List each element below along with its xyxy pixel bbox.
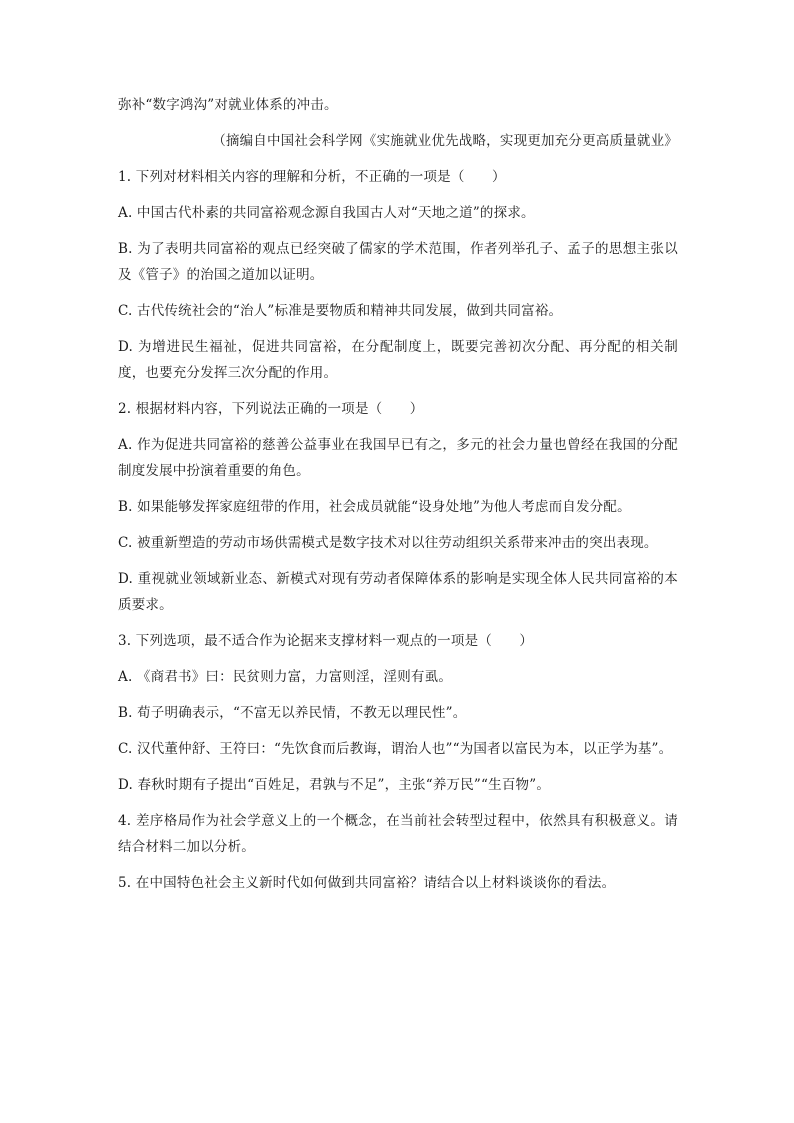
option-b: B. 如果能够发挥家庭纽带的作用，社会成员就能“设身处地”为他人考虑而自发分配。 <box>118 499 631 515</box>
option-b: B. 荀子明确表示，“不富无以养民情，不教无以理民性”。 <box>118 705 467 721</box>
option-d: D. 春秋时期有子提出“百姓足，君孰与不足”，主张“养万民”“生百物”。 <box>118 777 551 793</box>
question-1 <box>118 164 678 386</box>
question-stem: 5. 在中国特色社会主义新时代如何做到共同富裕？请结合以上材料谈谈你的看法。 <box>118 875 616 891</box>
option-d: D. 重视就业领域新业态、新模式对现有劳动者保障体系的影响是实现全体人民共同富裕的本质要求。 <box>118 571 678 613</box>
document-page <box>118 92 678 906</box>
option-a: A. 中国古代朴素的共同富裕观念源自我国古人对“天地之道”的探求。 <box>118 205 535 221</box>
option-c: C. 古代传统社会的“治人”标准是要物质和精神共同发展，做到共同富裕。 <box>118 303 563 319</box>
question-3 <box>118 628 678 798</box>
question-4 <box>118 808 678 860</box>
option-c: C. 被重新塑造的劳动市场供需模式是数字技术对以往劳动组织关系带来冲击的突出表现。 <box>118 535 658 551</box>
question-stem: 4. 差序格局作为社会学意义上的一个概念，在当前社会转型过程中，依然具有积极意义。请结合材料二加以分析。 <box>118 813 678 855</box>
question-stem: 3. 下列选项，最不适合作为论据来支撑材料一观点的一项是（ ） <box>118 633 534 649</box>
option-b: B. 为了表明共同富裕的观点已经突破了儒家的学术范围，作者列举孔子、孟子的思想主张以及《管子》的治国之道加以证明。 <box>118 241 678 283</box>
source-citation: （摘编自中国社会科学网《实施就业优先战略，实现更加充分更高质量就业》 <box>212 133 678 149</box>
question-stem: 1. 下列对材料相关内容的理解和分析，不正确的一项是（ ） <box>118 169 506 185</box>
option-d: D. 为增进民生福祉，促进共同富裕，在分配制度上，既要完善初次分配、再分配的相关制度，也要充分发挥三次分配的作用。 <box>118 339 678 381</box>
option-c: C. 汉代董仲舒、王符曰：“先饮食而后教诲，谓治人也”“为国者以富民为本，以正学为基”。 <box>118 741 673 757</box>
question-stem: 2. 根据材料内容，下列说法正确的一项是（ ） <box>118 401 424 417</box>
question-5 <box>118 870 678 896</box>
option-a: A. 作为促进共同富裕的慈善公益事业在我国早已有之，多元的社会力量也曾经在我国的分配制度发展中扮演着重要的角色。 <box>118 437 678 479</box>
option-a: A. 《商君书》曰：民贫则力富，力富则淫，淫则有虱。 <box>118 669 453 685</box>
question-2 <box>118 396 678 618</box>
intro-continuation: 弥补“数字鸿沟”对就业体系的冲击。 <box>118 97 338 113</box>
